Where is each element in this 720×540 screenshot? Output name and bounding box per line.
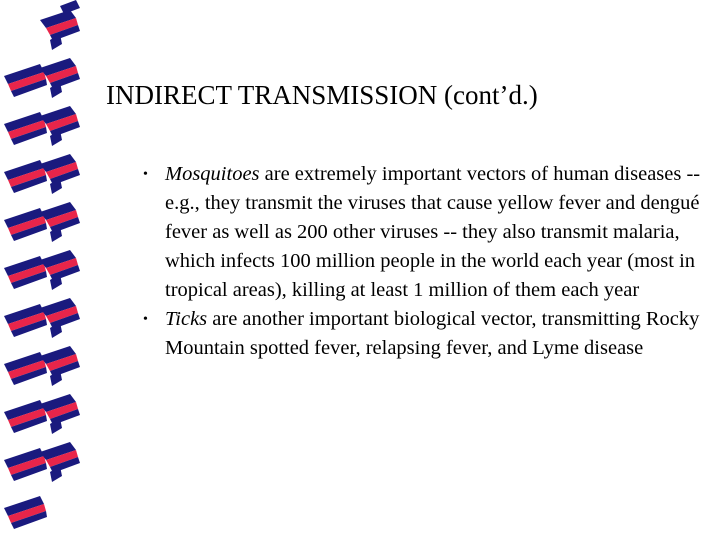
bullet-text: are another important biological vector, transmitting Rocky Mountain spotted fever, relapsing fever, and Lyme disease (165, 308, 700, 359)
bullet-mosquitoes (140, 160, 715, 305)
bullet-dot-icon: • (143, 312, 148, 327)
bullet-dot-icon: • (143, 167, 148, 182)
bullet-term: Ticks (165, 308, 208, 330)
slide-title: INDIRECT TRANSMISSION (cont’d.) (106, 80, 538, 110)
bullet-text: are extremely important vectors of human diseases -- e.g., they transmit the viruses that cause yellow fever and dengué fever as well as 200 other viruses -- they also transmit malaria, which infects 100 million people in the world each year (most in tropical areas), killing at least 1 million of them each year (165, 163, 701, 301)
bullet-list (140, 160, 715, 363)
bullet-ticks (140, 305, 715, 363)
border-coils-left (4, 64, 47, 529)
spiral-ribbon-border (0, 0, 100, 540)
bullet-term: Mosquitoes (165, 163, 260, 185)
